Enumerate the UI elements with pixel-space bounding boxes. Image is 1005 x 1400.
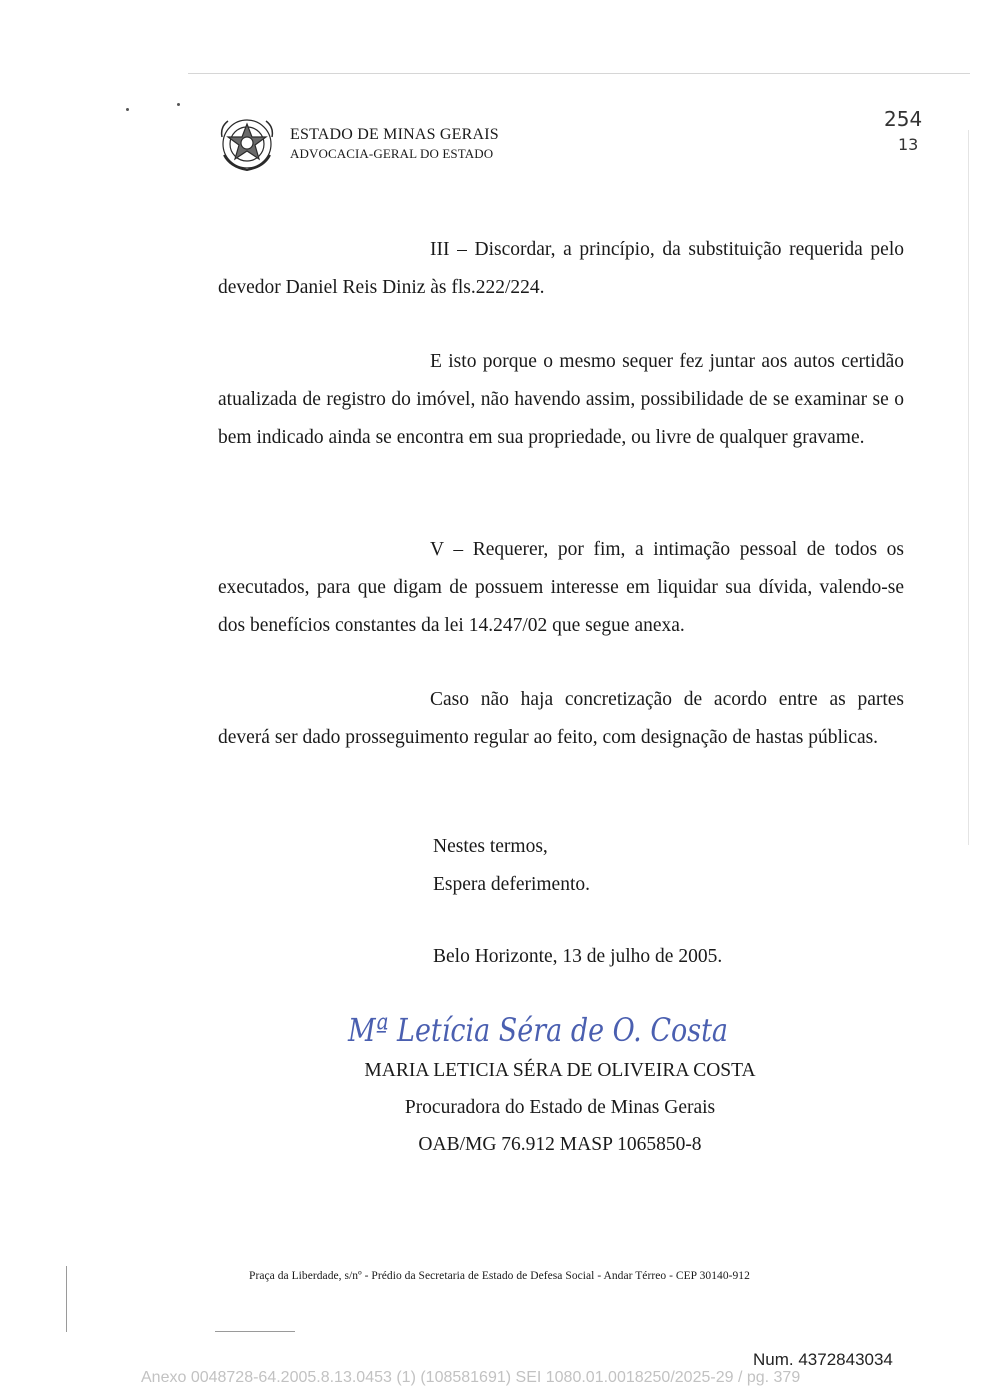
- annex-watermark: Anexo 0048728-64.2005.8.13.0453 (1) (108581691) SEI 1080.01.0018250/2025-29 / pg. 379: [141, 1369, 801, 1386]
- letterhead-state: ESTADO DE MINAS GERAIS: [290, 126, 499, 143]
- paragraph-v: V – Requerer, por fim, a intimação pessoal de todos os executados, para que digam de possuem interesse em liquidar sua dívida, valendo-se dos benefícios constantes da lei 14.247/02 que segue anexa.: [218, 539, 904, 636]
- letterhead-agency: ADVOCACIA-GERAL DO ESTADO: [290, 146, 494, 161]
- coat-of-arms-seal-icon: [216, 115, 278, 173]
- paragraph-iii: III – Discordar, a princípio, da substituição requerida pelo devedor Daniel Reis Diniz às fls.222/224.: [218, 239, 904, 298]
- handwritten-page-number: [880, 104, 940, 154]
- document-number: Num. 4372843034: [753, 1350, 893, 1369]
- page-number-top: 254: [884, 107, 923, 131]
- paragraph-reason: E isto porque o mesmo sequer fez juntar aos autos certidão atualizada de registro do imóvel, não havendo assim, possibilidade de se examinar se o bem indicado ainda se encontra em sua propriedade, ou livre de qualquer gravame.: [218, 351, 904, 448]
- paragraph-caso: Caso não haja concretização de acordo entre as partes deverá ser dado prosseguimento regular ao feito, com designação de hastas públicas.: [218, 689, 904, 748]
- signature-block: [300, 1052, 820, 1163]
- right-scan-rule: [968, 130, 969, 845]
- scan-speck: [126, 108, 129, 111]
- footer-address: Praça da Liberdade, s/nº - Prédio da Secretaria de Estado de Defesa Social - Andar Térreo - CEP 30140-912: [249, 1270, 750, 1282]
- closing-terms: Nestes termos,: [433, 836, 548, 857]
- top-scan-rule: [188, 73, 970, 74]
- signature-scrawl: Mª Letícia Séra de O. Costa: [347, 1011, 728, 1049]
- bottom-margin-rule: [215, 1331, 295, 1332]
- signer-registration: OAB/MG 76.912 MASP 1065850-8: [418, 1134, 702, 1155]
- closing-request: Espera deferimento.: [433, 874, 591, 895]
- signer-title: Procuradora do Estado de Minas Gerais: [404, 1097, 716, 1118]
- signer-name: MARIA LETICIA SÉRA DE OLIVEIRA COSTA: [364, 1060, 756, 1081]
- handwritten-signature: [346, 1001, 736, 1059]
- place-and-date: Belo Horizonte, 13 de julho de 2005.: [433, 946, 723, 967]
- scan-speck: [177, 103, 180, 106]
- page-number-bottom: 13: [898, 135, 919, 154]
- left-margin-rule: [66, 1266, 67, 1332]
- letterhead: [216, 115, 499, 173]
